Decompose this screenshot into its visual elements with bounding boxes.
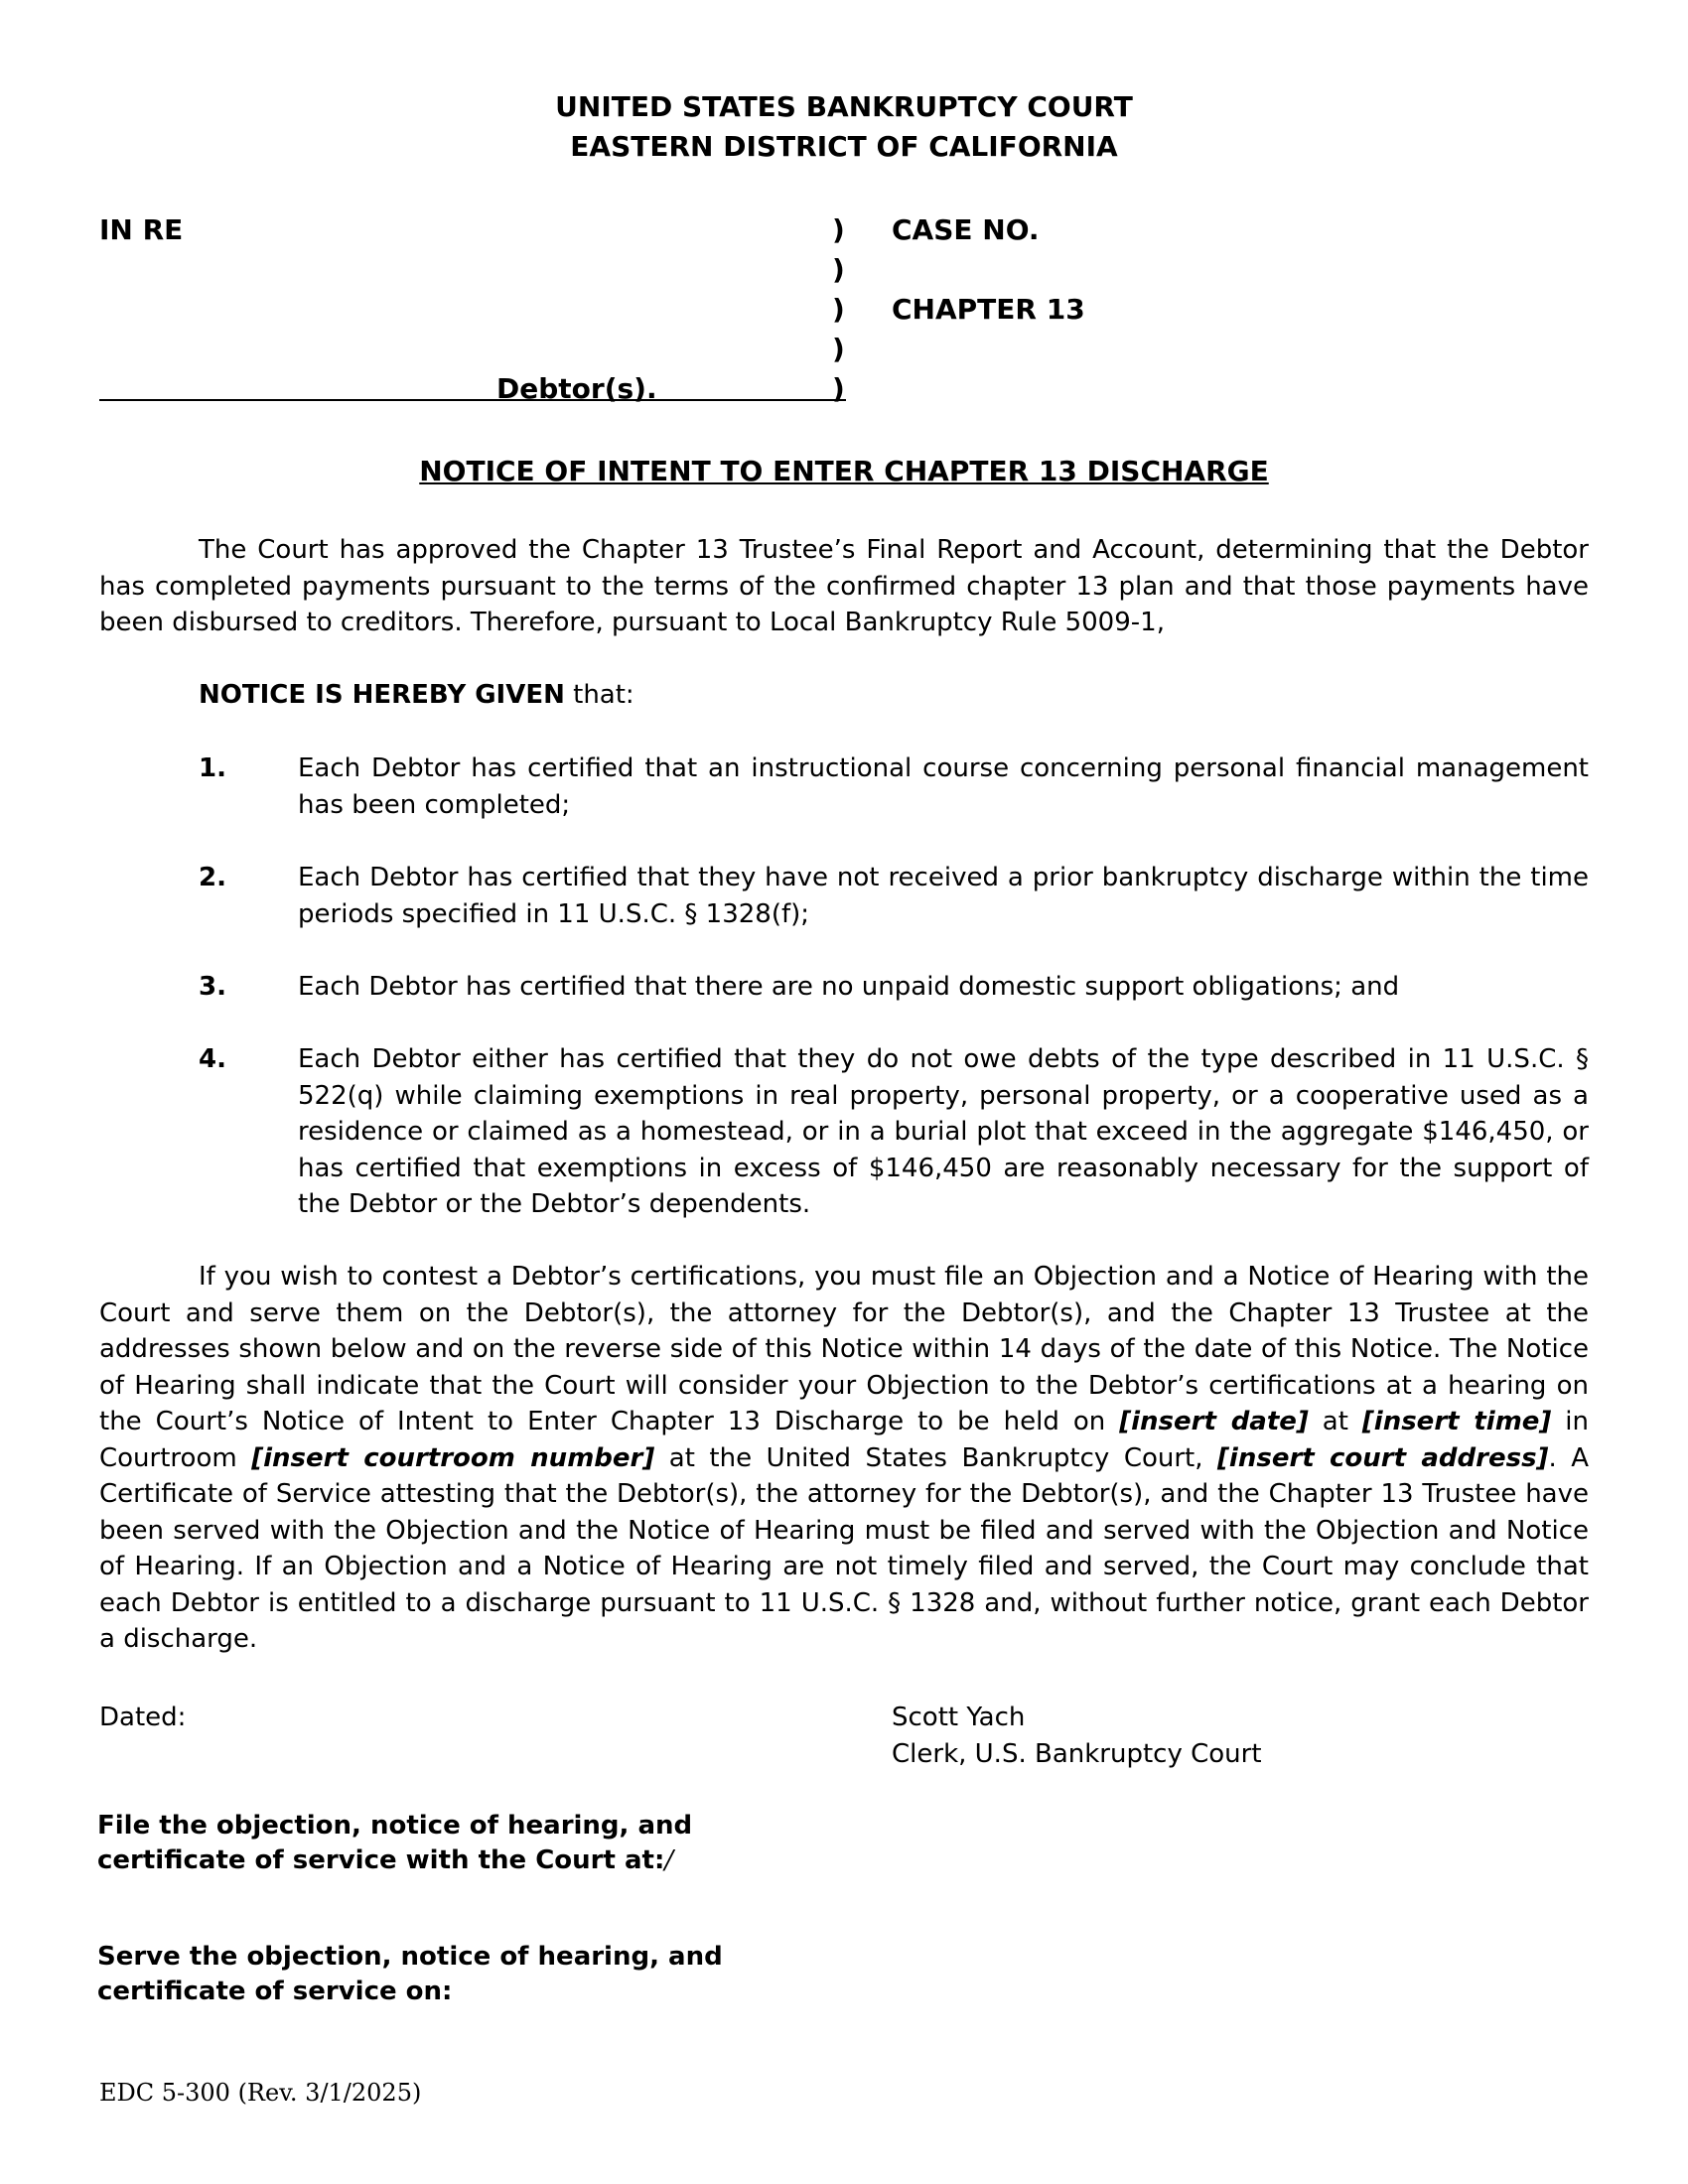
insert-courtroom-placeholder: [insert courtroom number]	[251, 1442, 655, 1473]
item-number: 2.	[199, 863, 226, 892]
stray-mark: /	[664, 1845, 674, 1875]
insert-date-placeholder: [insert date]	[1119, 1407, 1309, 1436]
contest-text: at the United States Bankruptcy Court,	[654, 1442, 1218, 1473]
court-name: UNITED STATES BANKRUPTCY COURT	[555, 90, 1133, 123]
court-district: EASTERN DISTRICT OF CALIFORNIA	[570, 130, 1118, 163]
contest-text: at	[1308, 1407, 1362, 1436]
item-number: 4.	[199, 1044, 226, 1074]
contest-paragraph	[99, 1259, 1589, 1658]
file-line-2: certificate of service with the Court at:	[97, 1845, 665, 1875]
insert-time-placeholder: [insert time]	[1361, 1407, 1552, 1436]
intro-text: The Court has approved the Chapter 13 Trustee’s Final Report and Account, determining that the Debtor has completed payments pursuant to the terms of the confirmed chapter 13 plan and that those payments have been disbursed to creditors. Therefore, pursuant to Local Bankruptcy Rule 5009-1,	[99, 535, 1589, 637]
caption-paren: )	[832, 253, 845, 286]
intro-paragraph	[99, 532, 1589, 641]
clerk-title: Clerk, U.S. Bankruptcy Court	[892, 1739, 1262, 1769]
serve-instructions	[97, 1940, 723, 2009]
caption-paren: )	[832, 293, 845, 326]
clerk-name: Scott Yach	[892, 1703, 1026, 1732]
notice-bold: NOTICE IS HEREBY GIVEN	[199, 680, 565, 710]
document-title: NOTICE OF INTENT TO ENTER CHAPTER 13 DISCHARGE	[419, 455, 1269, 487]
contest-text: in Courtroom	[99, 1407, 1590, 1473]
in-re-label: IN RE	[99, 213, 184, 246]
debtor-label: Debtor(s).	[496, 372, 657, 405]
insert-address-placeholder: [insert court address]	[1217, 1442, 1549, 1473]
debtor-underline	[99, 399, 846, 401]
chapter-label: CHAPTER 13	[892, 293, 1085, 326]
item-number: 1.	[199, 753, 226, 783]
list-item: Each Debtor has certified that they have not received a prior bankruptcy discharge within the time periods specified in 11 U.S.C. § 1328(f);	[298, 863, 1589, 929]
file-line-1: File the objection, notice of hearing, and	[97, 1811, 693, 1841]
form-number: EDC 5-300 (Rev. 3/1/2025)	[99, 2079, 422, 2107]
list-item: Each Debtor has certified that an instructional course concerning personal financial management has been completed;	[298, 753, 1589, 820]
file-instructions	[97, 1809, 692, 1878]
caption-paren: )	[832, 213, 845, 246]
dated-label: Dated:	[99, 1703, 187, 1732]
serve-line-1: Serve the objection, notice of hearing, and	[97, 1942, 723, 1972]
serve-line-2: certificate of service on:	[97, 1977, 453, 2006]
item-number: 3.	[199, 972, 226, 1002]
caption-paren: )	[832, 372, 845, 405]
case-no-label: CASE NO.	[892, 213, 1040, 246]
caption-paren: )	[832, 333, 845, 365]
contest-text: If you wish to contest a Debtor’s certifications, you must file an Objection and a Notice of Hearing with the Court and serve them on the Debtor(s), the attorney for the Debtor(s), and the Chapter 13 Trustee at the addresses shown below and on the reverse side of this Notice within 14 days of the date of this Notice. The Notice of Hearing shall indicate that the Court will consider your Objection to the Debtor’s certifications at a hearing on the Court’s Notice of Intent to Enter Chapter 13 Discharge to be held on	[99, 1262, 1589, 1436]
list-item: Each Debtor either has certified that they do not owe debts of the type described in 11 U.S.C. § 522(q) while claiming exemptions in real property, personal property, or a cooperative used as a residence or claimed as a homestead, or in a burial plot that exceed in the aggregate $146,450, or has certified that exemptions in excess of $146,450 are reasonably necessary for the support of the Debtor or the Debtor’s dependents.	[298, 1044, 1589, 1219]
contest-text: . A Certificate of Service attesting that the Debtor(s), the attorney for the Debtor(s), and the Chapter 13 Trustee have been served with the Objection and the Notice of Hearing must be filed and served with the Objection and Notice of Hearing. If an Objection and a Notice of Hearing are not timely filed and served, the Court may conclude that each Debtor is entitled to a discharge pursuant to 11 U.S.C. § 1328 and, without further notice, grant each Debtor a discharge.	[99, 1442, 1590, 1654]
list-item: Each Debtor has certified that there are no unpaid domestic support obligations; and	[298, 972, 1400, 1002]
notice-rest: that:	[564, 680, 634, 710]
notice-paragraph	[99, 677, 1589, 714]
